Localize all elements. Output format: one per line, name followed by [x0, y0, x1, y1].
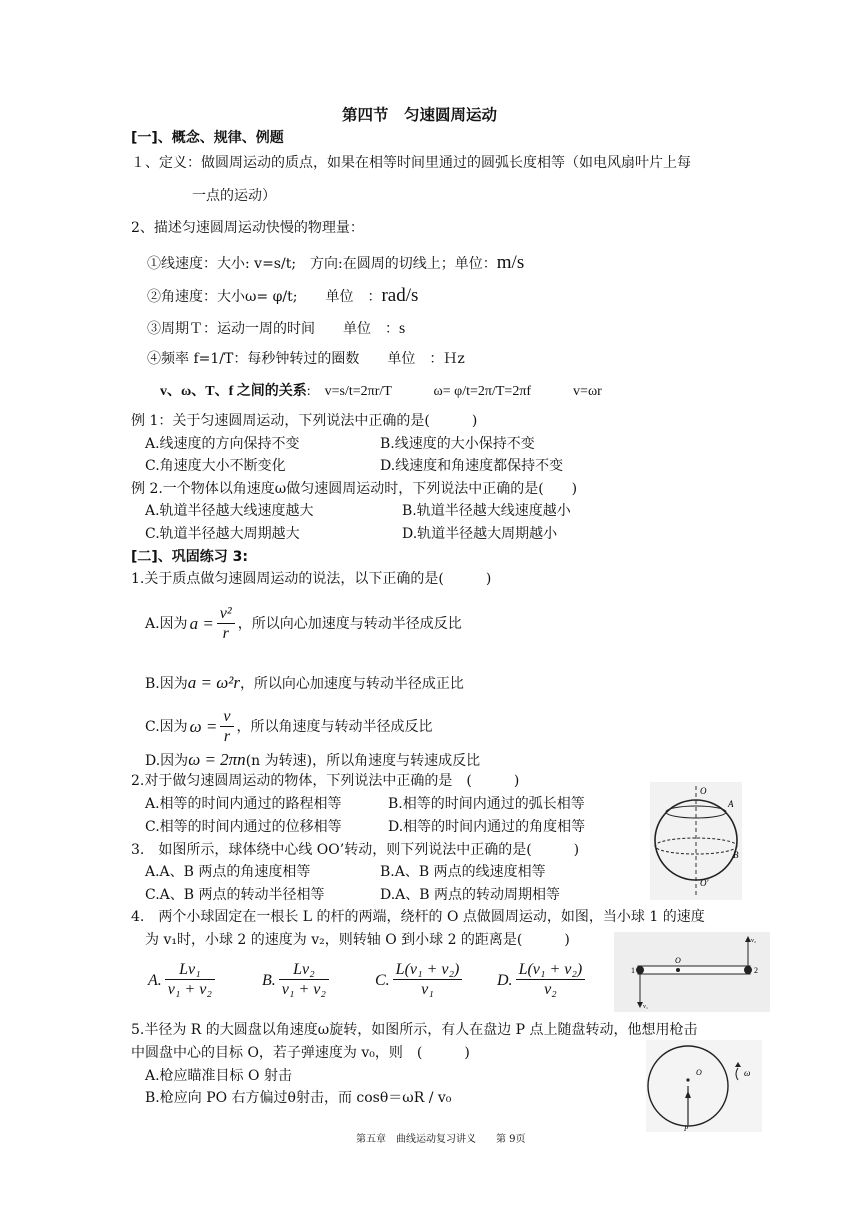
p4-c-denominator: v₁	[421, 981, 434, 999]
page-title: 第四节 匀速圆周运动	[342, 106, 498, 124]
p1-d-formula: ω = 2πn	[188, 750, 246, 769]
angular-velocity-text: ②角速度：大小ω= φ/t; 单位 ：	[147, 289, 382, 305]
p1-a-prefix: A.因为	[145, 615, 188, 632]
fig-label-v1: v₁	[643, 1004, 649, 1010]
item-2-heading: 2、描述匀速圆周运动快慢的物理量：	[131, 220, 364, 236]
problem-2-option-c: C.相等的时间内通过的位移相等	[145, 819, 342, 835]
p4-d-label: D.	[497, 971, 513, 989]
problem-3-option-d: D.A、B 两点的转动周期相等	[380, 887, 561, 903]
problem-3-option-a: A.A、B 两点的角速度相等	[145, 864, 311, 880]
linear-velocity-text: ①线速度：大小: v=s/t; 方向:在圆周的切线上；单位：	[147, 256, 497, 272]
p1-d-suffix: (n 为转速)，所以角速度与转速成反比	[245, 753, 481, 769]
sphere-figure	[650, 782, 742, 900]
p4-a-label: A.	[148, 971, 162, 989]
example-1-option-b: B.线速度的大小保持不变	[380, 436, 535, 452]
problem-3-option-c: C.A、B 两点的转动半径相等	[145, 887, 325, 903]
problem-5-option-a: A.枪应瞄准目标 O 射击	[145, 1068, 292, 1084]
fig-label-o2: O'	[700, 878, 709, 888]
relation-label: v、ω、T、f 之间的关系	[160, 384, 307, 399]
problem-2-option-b: B.相等的时间内通过的弧长相等	[388, 796, 585, 812]
definition-line-2: 一点的运动）	[192, 188, 276, 204]
example-1-option-c: C.角速度大小不断变化	[145, 458, 286, 474]
problem-4-option-b	[262, 960, 332, 1000]
center-o	[686, 1078, 689, 1081]
example-2-stem: 例 2.一个物体以角速度ω做匀速圆周运动时，下列说法中正确的是( )	[131, 481, 578, 497]
p1-a-fraction	[217, 604, 235, 644]
problem-1-option-d	[145, 750, 480, 770]
problem-5-option-b: B.枪应向 PO 右方偏过θ射击，而 cosθ＝ωR / v₀	[145, 1090, 452, 1106]
period-text: ③周期Ｔ：运动一周的时间 单位 ：	[147, 321, 399, 337]
p4-d-denominator: v₂	[544, 981, 557, 999]
example-1-option-a: A.线速度的方向保持不变	[145, 436, 300, 452]
p4-c-numerator: L(v₁ + v₂)	[393, 960, 463, 980]
period-line	[147, 319, 405, 338]
p4-c-label: C.	[375, 971, 390, 989]
relation-line	[160, 384, 602, 401]
p4-b-denominator: v₁ + v₂	[281, 981, 326, 999]
problem-1-option-a	[145, 600, 462, 648]
rod-figure	[614, 932, 770, 1012]
fig-label-o: O	[700, 786, 707, 796]
problem-4-option-a	[148, 960, 218, 1000]
p4-a-fraction	[165, 960, 215, 1000]
period-unit: s	[399, 320, 406, 337]
problem-4-option-d	[497, 960, 588, 1000]
angular-velocity-unit: rad/s	[381, 285, 419, 306]
p1-a-numerator: v²	[217, 604, 235, 624]
definition-line-1: １、定义：做圆周运动的质点，如果在相等时间里通过的圆弧长度相等（如电风扇叶片上每	[131, 155, 691, 171]
relation-formulas: : v=s/t=2πr/T ω= φ/t=2π/T=2πf v=ωr	[306, 384, 602, 399]
p4-a-numerator: Lv₁	[165, 960, 215, 980]
example-2-option-b: B.轨道半径越大线速度越小	[402, 503, 571, 519]
rod	[638, 966, 750, 974]
fig-label-v2: v₂	[751, 938, 757, 944]
example-1-stem: 例 1：关于匀速圆周运动，下列说法中正确的是( )	[131, 413, 478, 429]
linear-velocity-line	[147, 252, 524, 275]
disc-figure	[646, 1040, 762, 1132]
p1-c-suffix: ，所以角速度与转动半径成反比	[236, 718, 433, 735]
fig-label-p: P	[684, 1125, 689, 1132]
problem-2-option-d: D.相等的时间内通过的角度相等	[388, 819, 586, 835]
p4-b-fraction	[279, 960, 329, 1000]
p1-c-denominator: r	[223, 728, 231, 746]
p1-d-prefix: D.因为	[145, 753, 189, 769]
p4-c-fraction	[393, 960, 463, 1000]
problem-1-option-c	[145, 704, 433, 750]
example-1-option-d: D.线速度和角速度都保持不变	[380, 458, 564, 474]
p4-d-fraction	[516, 960, 586, 1000]
fig-label-1: 1	[631, 966, 635, 975]
fig-label-omega: ω	[744, 1068, 751, 1078]
p1-c-numerator: v	[220, 707, 233, 727]
problem-3-option-b: B.A、B 两点的线速度相等	[380, 864, 546, 880]
problem-2-option-a: A.相等的时间内通过的路程相等	[145, 796, 342, 812]
fig-label-o: O	[696, 1068, 702, 1077]
ball-1	[636, 966, 644, 974]
problem-1-option-b	[145, 673, 464, 693]
angular-velocity-line	[147, 285, 418, 308]
problem-4-stem-2: 为 v₁时，小球 2 的速度为 v₂，则转轴 O 到小球 2 的距离是( )	[145, 932, 570, 948]
p4-a-denominator: v₁ + v₂	[167, 981, 212, 999]
problem-2-stem: 2.对于做匀速圆周运动的物体，下列说法中正确的是 ( )	[131, 773, 520, 789]
fig-label-o: O	[675, 956, 681, 965]
p4-b-numerator: Lv₂	[279, 960, 329, 980]
problem-4-option-c	[375, 960, 465, 1000]
problem-5-stem-2: 中圆盘中心的目标 O，若子弹速度为 v₀，则 ( )	[131, 1045, 470, 1061]
example-2-option-d: D.轨道半径越大周期越小	[402, 526, 558, 542]
p1-c-fraction	[220, 707, 233, 747]
problem-4-stem-1: 4. 两个小球固定在一根长 L 的杆的两端，绕杆的 O 点做圆周运动，如图，当小球 1 的速度	[131, 909, 705, 925]
p4-d-numerator: L(v₁ + v₂)	[516, 960, 586, 980]
p1-b-prefix: B.因为	[145, 676, 188, 692]
p1-c-prefix: C.因为	[145, 718, 188, 735]
section-heading-2: [二]、巩固练习 3:	[131, 549, 249, 565]
fig-label-2: 2	[754, 966, 758, 975]
p1-b-suffix: ，所以向心加速度与转动半径成正比	[239, 676, 464, 692]
problem-1-stem: 1.关于质点做匀速圆周运动的说法，以下正确的是( )	[131, 571, 492, 587]
fig-label-b: B	[733, 850, 739, 860]
problem-3-stem: 3. 如图所示，球体绕中心线 OO’转动，则下列说法中正确的是( )	[131, 842, 580, 858]
p4-b-label: B.	[262, 971, 276, 989]
section-heading-1: [一]、概念、规律、例题	[131, 130, 284, 146]
p1-b-formula: a = ω²r	[187, 673, 240, 692]
frequency-line: ④频率 f=1/T：每秒钟转过的圈数 单位 ：Ｈz	[147, 351, 465, 367]
page-footer: 第五章 曲线运动复习讲义 第 9页	[356, 1134, 526, 1145]
p1-a-formula: a =	[189, 613, 214, 633]
p1-a-denominator: r	[222, 625, 229, 643]
example-2-option-c: C.轨道半径越大周期越大	[145, 526, 300, 542]
fig-label-a: A	[728, 799, 734, 809]
problem-5-stem-1: 5.半径为 R 的大圆盘以角速度ω旋转，如图所示，有人在盘边 P 点上随盘转动，他想用枪击	[131, 1022, 698, 1038]
p1-c-formula: ω =	[189, 716, 218, 736]
ball-2	[744, 966, 752, 974]
pivot-o	[676, 968, 680, 972]
linear-velocity-unit: m/s	[496, 252, 525, 273]
example-2-option-a: A.轨道半径越大线速度越大	[145, 503, 314, 519]
p1-a-suffix: ，所以向心加速度与转动半径成反比	[237, 615, 462, 632]
